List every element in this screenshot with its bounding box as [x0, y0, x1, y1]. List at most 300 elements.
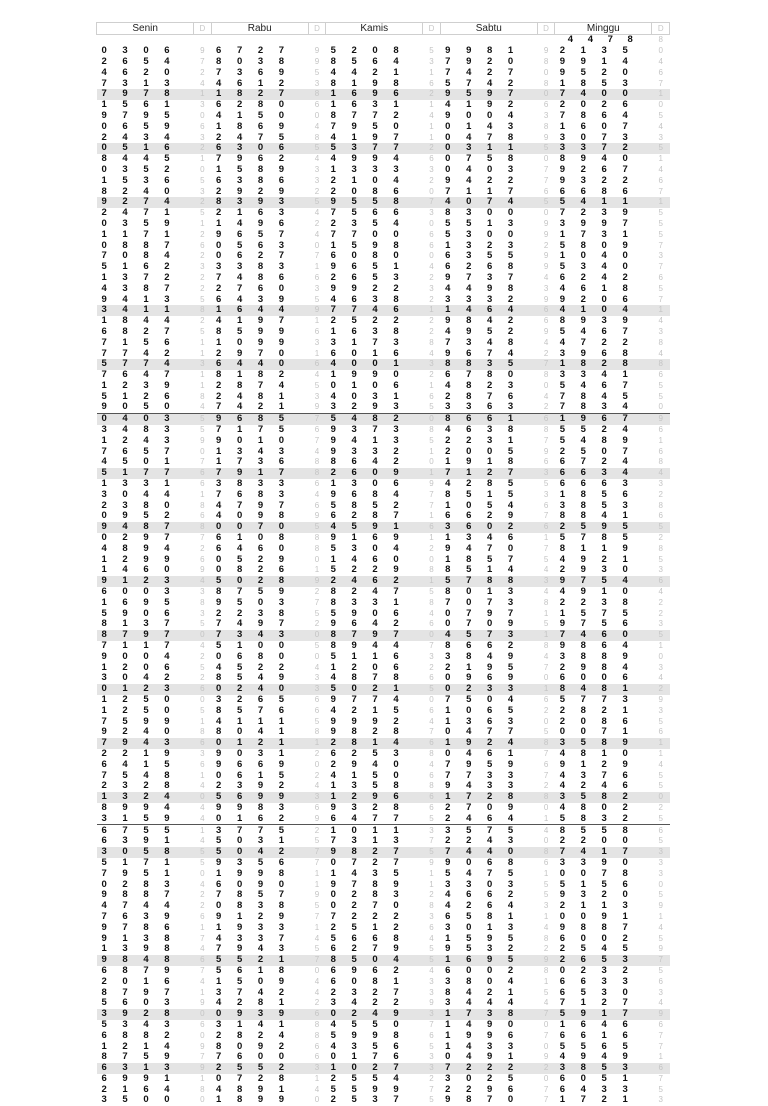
- column-header-gap-2: D: [423, 23, 440, 35]
- table-row: [97, 197, 670, 208]
- table-cell: 1 5 7 5: [559, 607, 635, 619]
- table-cell: 7 3 1 3: [101, 77, 177, 89]
- table-cell: 9 3 2 8: [330, 801, 406, 813]
- table-cell: [308, 35, 325, 46]
- table-cell: 1 6 9 5: [440, 955, 537, 966]
- table-cell: 7 6 8 3: [216, 488, 291, 500]
- table-cell: 4 4 2 1: [330, 66, 406, 78]
- table-cell-gap: 0: [658, 879, 663, 889]
- table-cell-gap: 8: [314, 727, 320, 737]
- table-cell: 7 1 5 6: [101, 336, 177, 348]
- table-cell: 3 1 4 1: [216, 1018, 291, 1030]
- table-row: [97, 78, 670, 89]
- table-cell-gap: 5: [423, 955, 440, 966]
- table-cell: 2 0 8 6: [330, 185, 406, 197]
- table-cell: 9 7 5 4: [555, 576, 652, 587]
- table-cell-gap: 0: [314, 1095, 320, 1105]
- table-cell-gap: 6: [200, 911, 205, 921]
- table-cell-gap: 6: [200, 240, 205, 250]
- table-cell-gap: 0: [543, 380, 549, 390]
- table-cell-gap: 6: [543, 186, 549, 196]
- table-cell-gap: 2: [200, 272, 205, 282]
- table-cell-gap: 6: [308, 1009, 325, 1020]
- table-cell-gap: 6: [200, 1019, 205, 1029]
- table-cell-gap: 1: [314, 879, 320, 889]
- table-cell-gap: 2: [194, 197, 211, 208]
- table-cell: 7 4 8 6: [216, 271, 291, 283]
- table-cell: [145, 35, 169, 46]
- table-cell: 0 4 7 8: [445, 131, 520, 143]
- table-cell-gap: 6: [194, 684, 211, 695]
- table-cell: 0 1 0 6: [330, 379, 406, 391]
- table-row: [97, 337, 670, 348]
- table-cell-gap: 2: [308, 825, 325, 836]
- table-cell-gap: 4: [543, 651, 549, 661]
- table-cell: 4 3 7 6: [559, 769, 635, 781]
- table-cell: 6 3 9 1: [101, 835, 177, 847]
- table-cell-gap: 2: [543, 705, 549, 715]
- table-cell-gap: 2: [543, 240, 549, 250]
- table-cell: 6 0 0 3: [101, 586, 177, 598]
- table-cell: 0 3 5 2: [101, 163, 177, 175]
- table-cell-gap: 9: [314, 890, 320, 900]
- table-cell: 4 5 0 1: [101, 456, 177, 468]
- table-cell-gap: 9: [308, 576, 325, 587]
- table-cell-gap: 7: [200, 457, 205, 467]
- table-cell-gap: 8: [429, 337, 434, 347]
- table-cell: 0 4 7 7: [445, 726, 520, 738]
- table-cell-gap: 9: [652, 1009, 670, 1020]
- table-cell-gap: 1: [314, 1073, 320, 1083]
- table-cell-gap: 5: [429, 402, 434, 412]
- table-cell: 5 2 0 8: [330, 45, 406, 57]
- table-cell-gap: 4: [658, 121, 663, 131]
- table-cell: 5 0 4 2: [211, 847, 308, 858]
- table-cell: 8 7 5 9: [101, 1051, 177, 1063]
- table-cell: 4 7 9 7: [216, 499, 291, 511]
- table-cell: 2 0 1 6: [101, 975, 177, 987]
- table-cell-gap: 1: [200, 1073, 205, 1083]
- table-cell: 9 1 3 8: [101, 932, 177, 944]
- table-cell-gap: 4: [200, 976, 205, 986]
- table-cell: 1 6 3 8: [330, 325, 406, 337]
- table-cell-gap: 1: [658, 435, 663, 445]
- table-cell-gap: 4: [658, 164, 663, 174]
- table-cell: 2 2 3 8: [559, 596, 635, 608]
- table-cell: 4 2 8 5: [445, 478, 520, 490]
- table-cell: 4 1 0 4: [555, 305, 652, 316]
- table-cell-gap: 4: [658, 587, 663, 597]
- table-cell: 3 8 3 3: [216, 478, 291, 490]
- table-cell: 1 0 2 7: [326, 1063, 423, 1074]
- table-cell: 2 9 7 0: [216, 347, 291, 359]
- table-cell: 8 3 9 3: [211, 197, 308, 208]
- table-cell-gap: 8: [200, 1084, 205, 1094]
- table-row: [97, 565, 670, 576]
- table-cell: 1 3 2 3: [445, 239, 520, 251]
- table-cell-gap: 1: [314, 565, 320, 575]
- table-cell-gap: 1: [543, 976, 549, 986]
- table-cell-gap: 4: [314, 121, 320, 131]
- table-cell-gap: 7: [200, 533, 205, 543]
- table-cell: 9 7 7 4: [330, 694, 406, 705]
- table-cell: 5 4 7 5: [445, 867, 520, 879]
- table-cell-gap: 5: [429, 46, 434, 56]
- table-cell-gap: 7: [658, 1073, 663, 1083]
- table-cell: 2 5 3 7: [330, 1094, 406, 1106]
- table-cell-gap: 0: [543, 1041, 549, 1051]
- table-cell-gap: 3: [429, 911, 434, 921]
- table-cell-gap: 3: [314, 164, 320, 174]
- table-cell: 3 1 5 9: [101, 812, 177, 824]
- table-cell: 8 9 3 9: [559, 315, 635, 327]
- table-cell: 8 5 6 4: [330, 55, 406, 67]
- table-cell-gap: 7: [543, 164, 549, 174]
- table-cell: 2 2 3 8: [216, 607, 291, 619]
- table-cell-gap: 2: [652, 684, 670, 695]
- table-row: [97, 781, 670, 792]
- table-cell-gap: 2: [543, 944, 549, 954]
- table-row: [97, 955, 670, 966]
- table-cell-gap: 6: [537, 413, 554, 424]
- table-row: [97, 425, 670, 436]
- table-cell-gap: 5: [658, 933, 663, 943]
- table-cell: 0 0 7 0: [211, 522, 308, 533]
- table-cell: 8 5 1 5: [445, 488, 520, 500]
- table-cell: 8 6 4 2: [330, 456, 406, 468]
- table-row: [97, 727, 670, 738]
- table-cell: 4 6 1 2: [216, 77, 291, 89]
- table-cell-gap: 1: [200, 770, 205, 780]
- table-cell-gap: 3: [314, 283, 320, 293]
- table-cell-gap: 2: [200, 890, 205, 900]
- table-cell-gap: 6: [429, 705, 434, 715]
- table-cell-gap: 6: [658, 446, 663, 456]
- table-cell: 8 4 2 1: [445, 986, 520, 998]
- table-cell: 0 7 0 9: [445, 618, 520, 630]
- table-cell-gap: 3: [423, 825, 440, 836]
- table-cell: 6 8 2 7: [101, 325, 177, 337]
- table-cell-gap: 6: [314, 1052, 320, 1062]
- table-cell: 1 5 0 9: [216, 975, 291, 987]
- table-cell-gap: 0: [314, 554, 320, 564]
- table-cell: 2 7 0 9: [445, 801, 520, 813]
- table-cell-gap: 4: [543, 565, 549, 575]
- table-cell: 8 8 4 1: [559, 510, 635, 522]
- table-cell: 7 9 6 2: [216, 153, 291, 165]
- table-cell: 2 3 2 8: [101, 780, 177, 792]
- table-cell-gap: 3: [429, 208, 434, 218]
- table-cell: [97, 35, 121, 46]
- table-cell-gap: 5: [658, 218, 663, 228]
- table-cell-gap: 4: [543, 272, 549, 282]
- table-row: [97, 511, 670, 522]
- table-cell-gap: 2: [429, 662, 434, 672]
- table-cell-gap: 1: [308, 738, 325, 749]
- table-row: [97, 1009, 670, 1020]
- table-cell: 8 1 1 9: [559, 542, 635, 554]
- table-cell: 1 2 4 3: [101, 434, 177, 446]
- table-cell-gap: 4: [314, 489, 320, 499]
- table-cell: 4 8 7 8: [330, 672, 406, 684]
- table-cell-gap: 4: [658, 922, 663, 932]
- table-cell-gap: 4: [200, 802, 205, 812]
- table-cell-gap: 8: [543, 425, 549, 435]
- table-row: [97, 468, 670, 479]
- table-cell: 9 5 9 7: [440, 89, 537, 100]
- table-cell: 5 0 2 1: [326, 684, 423, 695]
- table-cell-gap: 4: [429, 110, 434, 120]
- table-cell-gap: 7: [314, 597, 320, 607]
- table-cell: 0 0 9 1: [559, 910, 635, 922]
- table-cell-gap: 3: [200, 262, 205, 272]
- table-cell: 5 8 0 9: [559, 239, 635, 251]
- table-cell-gap: 5: [658, 229, 663, 239]
- table-cell-gap: 8: [194, 305, 211, 316]
- table-cell-gap: 2: [200, 251, 205, 261]
- table-cell: 0 6 1 5: [216, 769, 291, 781]
- table-row: [97, 435, 670, 446]
- table-cell-gap: 2: [658, 533, 663, 543]
- table-cell: 9 9 8 3: [216, 801, 291, 813]
- table-cell-gap: 7: [429, 1019, 434, 1029]
- table-cell-gap: 8: [537, 738, 554, 749]
- table-cell: 0 2 8 3: [330, 889, 406, 901]
- table-cell-gap: 6: [658, 976, 663, 986]
- table-cell: 7 5 9 9: [101, 715, 177, 727]
- table-row: [97, 327, 670, 338]
- table-cell: 1 8 5 6: [559, 488, 635, 500]
- table-cell: 8 1 9 8: [330, 77, 406, 89]
- table-cell-gap: 0: [200, 164, 205, 174]
- table-cell: 1 2 9 6: [326, 792, 423, 803]
- table-row: [97, 587, 670, 598]
- table-cell-gap: 8: [314, 1019, 320, 1029]
- table-cell: 1 2 3 9: [101, 379, 177, 391]
- table-row: [97, 121, 670, 132]
- table-cell-gap: 8: [543, 56, 549, 66]
- table-cell-gap: 7: [537, 359, 554, 370]
- table-cell: 3 3 6 3: [445, 401, 520, 413]
- table-cell-gap: 7: [537, 1009, 554, 1020]
- table-cell-gap: 3: [314, 673, 320, 683]
- table-cell: 9 9 9 2: [330, 715, 406, 727]
- table-cell-gap: 8: [543, 121, 549, 131]
- table-cell: 2 2 4 3: [445, 835, 520, 847]
- table-cell: 0 2 8 3: [101, 878, 177, 890]
- table-cell: 1 0 9 9: [216, 336, 291, 348]
- table-cell: 9 5 5 8: [326, 197, 423, 208]
- table-cell: 6 4 3 9: [216, 293, 291, 305]
- table-cell: [260, 35, 284, 46]
- table-cell-gap: 7: [658, 186, 663, 196]
- table-cell-gap: 5: [194, 847, 211, 858]
- table-cell: 7 0 7 3: [445, 596, 520, 608]
- table-cell: 7 8 5 7: [216, 889, 291, 901]
- table-cell-gap: 0: [543, 716, 549, 726]
- table-cell-gap: 3: [308, 684, 325, 695]
- table-cell-gap: 7: [543, 175, 549, 185]
- table-cell-gap: 0: [543, 1019, 549, 1029]
- table-cell: 1 8 2 8: [555, 359, 652, 370]
- table-cell-gap: 0: [658, 46, 663, 56]
- table-cell-gap: 8: [658, 35, 663, 45]
- table-cell-gap: 3: [658, 619, 663, 629]
- table-cell: 2 2 3 1: [445, 434, 520, 446]
- table-cell-gap: 6: [200, 121, 205, 131]
- table-cell: 2 9 8 4: [559, 661, 635, 673]
- table-cell: 5 7 7 3: [559, 694, 635, 705]
- table-cell: 9 8 4 2: [445, 315, 520, 327]
- table-cell: 6 2 6 8: [445, 261, 520, 273]
- table-cell: 2 8 7 6: [445, 390, 520, 402]
- table-cell-gap: 0: [200, 1030, 205, 1040]
- table-row: [97, 402, 670, 413]
- table-cell-gap: 6: [543, 759, 549, 769]
- table-cell-gap: 2: [658, 489, 663, 499]
- table-cell: 7 9 1 7: [211, 468, 308, 479]
- table-cell-gap: 4: [200, 836, 205, 846]
- table-cell: 6 6 8 6: [559, 185, 635, 197]
- table-cell: 7 4 4 0: [440, 847, 537, 858]
- table-cell: 0 5 6 3: [216, 239, 291, 251]
- table-cell: 0 9 3 9: [211, 1009, 308, 1020]
- table-cell-gap: 4: [314, 976, 320, 986]
- table-cell: 4 4 7 8: [567, 34, 639, 46]
- table-cell: 1 7 3 6: [216, 456, 291, 468]
- table-cell-gap: 5: [658, 1084, 663, 1094]
- table-cell: 4 3 8 7: [101, 282, 177, 294]
- table-cell: 0 1 7 6: [330, 1051, 406, 1063]
- table-cell-gap: 1: [200, 348, 205, 358]
- table-cell-gap: 3: [314, 391, 320, 401]
- table-cell-gap: 7: [200, 56, 205, 66]
- table-cell: 0 3 0 6: [101, 45, 177, 57]
- table-cell-gap: 5: [652, 143, 670, 154]
- table-cell-gap: 4: [314, 987, 320, 997]
- table-cell: 8 3 0 0: [445, 207, 520, 219]
- table-cell: 3 1 7 3: [330, 336, 406, 348]
- table-cell-gap: 1: [314, 316, 320, 326]
- table-cell: 0 2 9 7: [101, 532, 177, 544]
- table-cell-gap: 4: [314, 933, 320, 943]
- table-cell-gap: 5: [429, 1041, 434, 1051]
- table-cell: 8 3 3 1: [330, 596, 406, 608]
- table-cell-gap: 6: [429, 673, 434, 683]
- table-cell: 7 1 2 7: [440, 468, 537, 479]
- table-cell-gap: 3: [200, 132, 205, 142]
- table-cell: 7 7 4 2: [101, 347, 177, 359]
- table-cell-gap: 6: [658, 511, 663, 521]
- table-cell: 5 8 5 2: [330, 499, 406, 511]
- table-cell: 2 5 9 5: [555, 522, 652, 533]
- table-cell: 7 3 4 3: [211, 630, 308, 641]
- table-cell: 6 4 1 5: [101, 758, 177, 770]
- table-cell-gap: 8: [314, 533, 320, 543]
- table-cell-gap: 8: [537, 792, 554, 803]
- table-cell: 9 2 0 6: [559, 293, 635, 305]
- table-cell-gap: 5: [658, 110, 663, 120]
- table-row: [97, 901, 670, 912]
- table-cell: 4 0 3 1: [330, 390, 406, 402]
- table-cell: 6 2 5 3: [330, 747, 406, 759]
- table-cell: 5 9 9 8: [330, 1029, 406, 1041]
- table-header-row: [97, 23, 670, 35]
- table-cell: 6 2 7 9: [330, 943, 406, 955]
- table-cell-gap: 4: [314, 662, 320, 672]
- table-cell: 2 5 2 2: [330, 315, 406, 327]
- table-cell-gap: 7: [423, 197, 440, 208]
- table-cell-gap: 6: [652, 576, 670, 587]
- table-cell: 1 3 3 1: [101, 478, 177, 490]
- table-cell: 3 6 0 2: [440, 522, 537, 533]
- table-cell: 3 9 2 8: [97, 1009, 194, 1020]
- table-cell: 3 5 8 9: [555, 738, 652, 749]
- table-cell-gap: 2: [200, 673, 205, 683]
- table-cell: 9 6 6 9: [216, 758, 291, 770]
- table-cell: 7 9 5 0: [330, 120, 406, 132]
- table-cell-gap: 4: [429, 759, 434, 769]
- table-cell: 5 1 2 6: [101, 390, 177, 402]
- table-cell-gap: 3: [543, 489, 549, 499]
- table-cell-gap: 7: [543, 543, 549, 553]
- table-row: [97, 294, 670, 305]
- table-cell: 9 7 9 5: [101, 109, 177, 121]
- table-cell: 0 9 5 2: [101, 510, 177, 522]
- table-cell: 6 0 0 2: [445, 964, 520, 976]
- table-cell: 5 3 0 0: [445, 228, 520, 240]
- table-cell-gap: 4: [194, 576, 211, 587]
- table-cell: 1 9 1 8: [445, 456, 520, 468]
- table-row: [97, 175, 670, 186]
- table-cell: 0 4 6 1: [445, 747, 520, 759]
- table-cell-gap: 2: [543, 781, 549, 791]
- table-cell-gap: 1: [543, 813, 549, 823]
- table-cell: 8 7 9 7: [101, 986, 177, 998]
- table-cell-gap: 1: [423, 305, 440, 316]
- table-cell: 1 8 4 4: [101, 315, 177, 327]
- table-cell-gap: 2: [423, 143, 440, 154]
- table-cell-gap: 1: [314, 868, 320, 878]
- table-cell: 4 6 3 8: [445, 424, 520, 436]
- table-cell: 0 2 3 3: [440, 684, 537, 695]
- table-row: [97, 705, 670, 716]
- table-cell-gap: 0: [543, 1073, 549, 1083]
- table-cell-gap: 2: [314, 619, 320, 629]
- table-row: [97, 792, 670, 803]
- table-cell: 5 0 2 8: [211, 576, 308, 587]
- table-cell: 8 2 4 0: [101, 185, 177, 197]
- table-row: [97, 1030, 670, 1041]
- table-row: [97, 219, 670, 230]
- table-cell-gap: 2: [200, 543, 205, 553]
- table-cell: 6 6 6 3: [559, 478, 635, 490]
- table-row: [97, 825, 670, 836]
- table-row: [97, 413, 670, 424]
- table-cell: 1 0 1 1: [326, 825, 423, 836]
- table-cell-gap: 7: [308, 413, 325, 424]
- table-cell: 7 4 2 1: [216, 401, 291, 413]
- table-cell-gap: 5: [314, 944, 320, 954]
- table-cell-gap: 4: [429, 348, 434, 358]
- table-cell-gap: 0: [429, 695, 434, 704]
- table-row: [97, 165, 670, 176]
- table-cell: 1 9 6 7: [555, 413, 652, 424]
- table-cell: 6 8 7 9: [101, 964, 177, 976]
- table-cell-gap: 0: [308, 630, 325, 641]
- table-cell: 6 9 6 2: [330, 964, 406, 976]
- table-cell: 9 4 1 3: [330, 434, 406, 446]
